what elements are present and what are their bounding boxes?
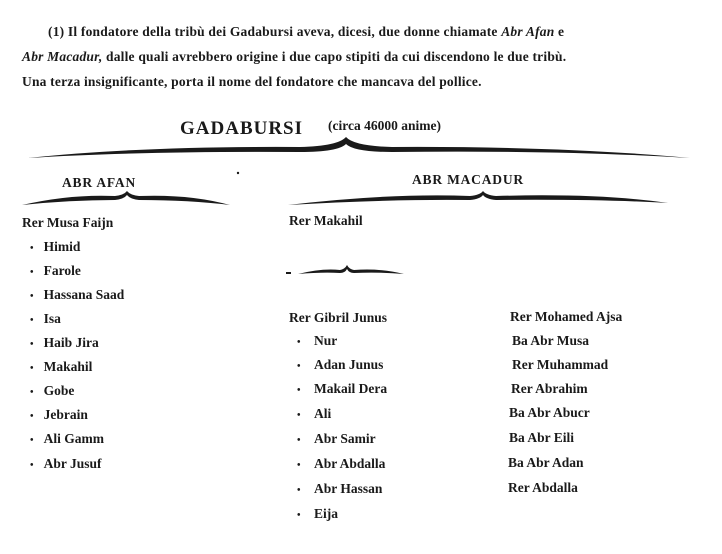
bullet-icon: • xyxy=(30,435,34,446)
footnote-name-abr-macadur: Abr Macadur, xyxy=(22,49,103,64)
list-item xyxy=(30,431,104,447)
footnote-marker: (1) xyxy=(48,24,65,39)
item-label: Abr Jusuf xyxy=(43,456,102,471)
abr-macadur-brace xyxy=(288,191,668,205)
item-label: Abr Abdalla xyxy=(314,456,386,471)
bullet-icon: • xyxy=(297,361,301,372)
right-list-item: Ba Abr Abucr xyxy=(509,405,590,420)
footnote-text-1a: Il fondatore della tribù dei Gadabursi aveva, dicesi, due donne chiamate xyxy=(67,24,498,39)
item-label: Adan Junus xyxy=(314,357,384,372)
bullet-icon: • xyxy=(297,385,301,396)
bullet-icon: • xyxy=(297,460,301,471)
item-label: Hassana Saad xyxy=(43,287,125,302)
bullet-icon: • xyxy=(297,410,301,421)
list-item xyxy=(297,431,376,447)
makahil-brace-tick xyxy=(286,272,291,274)
bullet-icon: • xyxy=(297,337,301,348)
footnote-text-3: Una terza insignificante, porta il nome del fondatore che mancava del pollice. xyxy=(22,74,482,89)
bullet-icon: • xyxy=(30,267,34,278)
bullet-icon: • xyxy=(30,291,34,302)
item-label: Isa xyxy=(43,311,61,326)
item-label: Jebrain xyxy=(43,407,88,422)
abr-afan-brace xyxy=(22,191,230,205)
list-item xyxy=(30,335,99,351)
list-item xyxy=(30,287,124,303)
list-item xyxy=(297,481,382,497)
bullet-icon: • xyxy=(297,435,301,446)
bullet-icon: • xyxy=(30,460,34,471)
item-label: Eija xyxy=(314,506,339,521)
item-label: Abr Hassan xyxy=(314,481,383,496)
item-label: Makail Dera xyxy=(314,381,388,396)
item-label: Gobe xyxy=(43,383,75,398)
list-item xyxy=(30,239,80,255)
main-brace xyxy=(28,137,690,158)
list-item xyxy=(30,311,61,327)
rer-gibril-junus-title: Rer Gibril Junus xyxy=(289,310,388,325)
makahil-brace xyxy=(298,265,404,274)
list-item xyxy=(297,406,331,422)
stray-mark xyxy=(237,172,239,174)
bullet-icon: • xyxy=(30,363,34,374)
page-subtitle: (circa 46000 anime) xyxy=(328,118,441,133)
right-list-item: Rer Mohamed Ajsa xyxy=(510,309,623,324)
list-item xyxy=(297,333,337,349)
bullet-icon: • xyxy=(297,485,301,496)
right-list-item: Ba Abr Adan xyxy=(508,455,584,470)
bullet-icon: • xyxy=(30,339,34,350)
item-label: Haib Jira xyxy=(43,335,99,350)
abr-macadur-heading: ABR MACADUR xyxy=(412,172,524,187)
item-label: Nur xyxy=(314,333,338,348)
bullet-icon: • xyxy=(30,387,34,398)
list-item xyxy=(297,381,387,397)
list-item xyxy=(30,263,81,279)
abr-afan-heading: ABR AFAN xyxy=(62,175,137,190)
list-item xyxy=(30,359,92,375)
bullet-icon: • xyxy=(30,243,34,254)
list-item xyxy=(297,456,385,472)
right-list-item: Ba Abr Musa xyxy=(512,333,590,348)
footnote-name-abr-afan: Abr Afan xyxy=(501,24,555,39)
page-title: GADABURSI xyxy=(180,118,304,139)
rer-makahil-title: Rer Makahil xyxy=(289,213,363,228)
item-label: Abr Samir xyxy=(314,431,376,446)
bullet-icon: • xyxy=(30,411,34,422)
item-label: Makahil xyxy=(43,359,93,374)
right-list-item: Rer Abrahim xyxy=(511,381,588,396)
item-label: Ali xyxy=(314,406,332,421)
footnote-text-1c: e xyxy=(558,24,565,39)
list-item xyxy=(30,456,102,472)
bullet-icon: • xyxy=(30,315,34,326)
item-label: Farole xyxy=(43,263,81,278)
list-item xyxy=(297,506,338,522)
footnote-text-2b: dalle quali avrebbero origine i due capo stipiti da cui discendono le due tribù. xyxy=(106,49,567,64)
rer-musa-faijn-title: Rer Musa Faijn xyxy=(22,215,114,230)
list-item xyxy=(30,407,88,423)
list-item xyxy=(297,357,383,373)
item-label: Ali Gamm xyxy=(43,431,105,446)
right-list-item: Rer Abdalla xyxy=(508,480,578,495)
right-list-item: Rer Muhammad xyxy=(512,357,609,372)
right-list-item: Ba Abr Eili xyxy=(509,430,575,445)
bullet-icon: • xyxy=(297,510,301,521)
item-label: Himid xyxy=(43,239,81,254)
list-item xyxy=(30,383,74,399)
